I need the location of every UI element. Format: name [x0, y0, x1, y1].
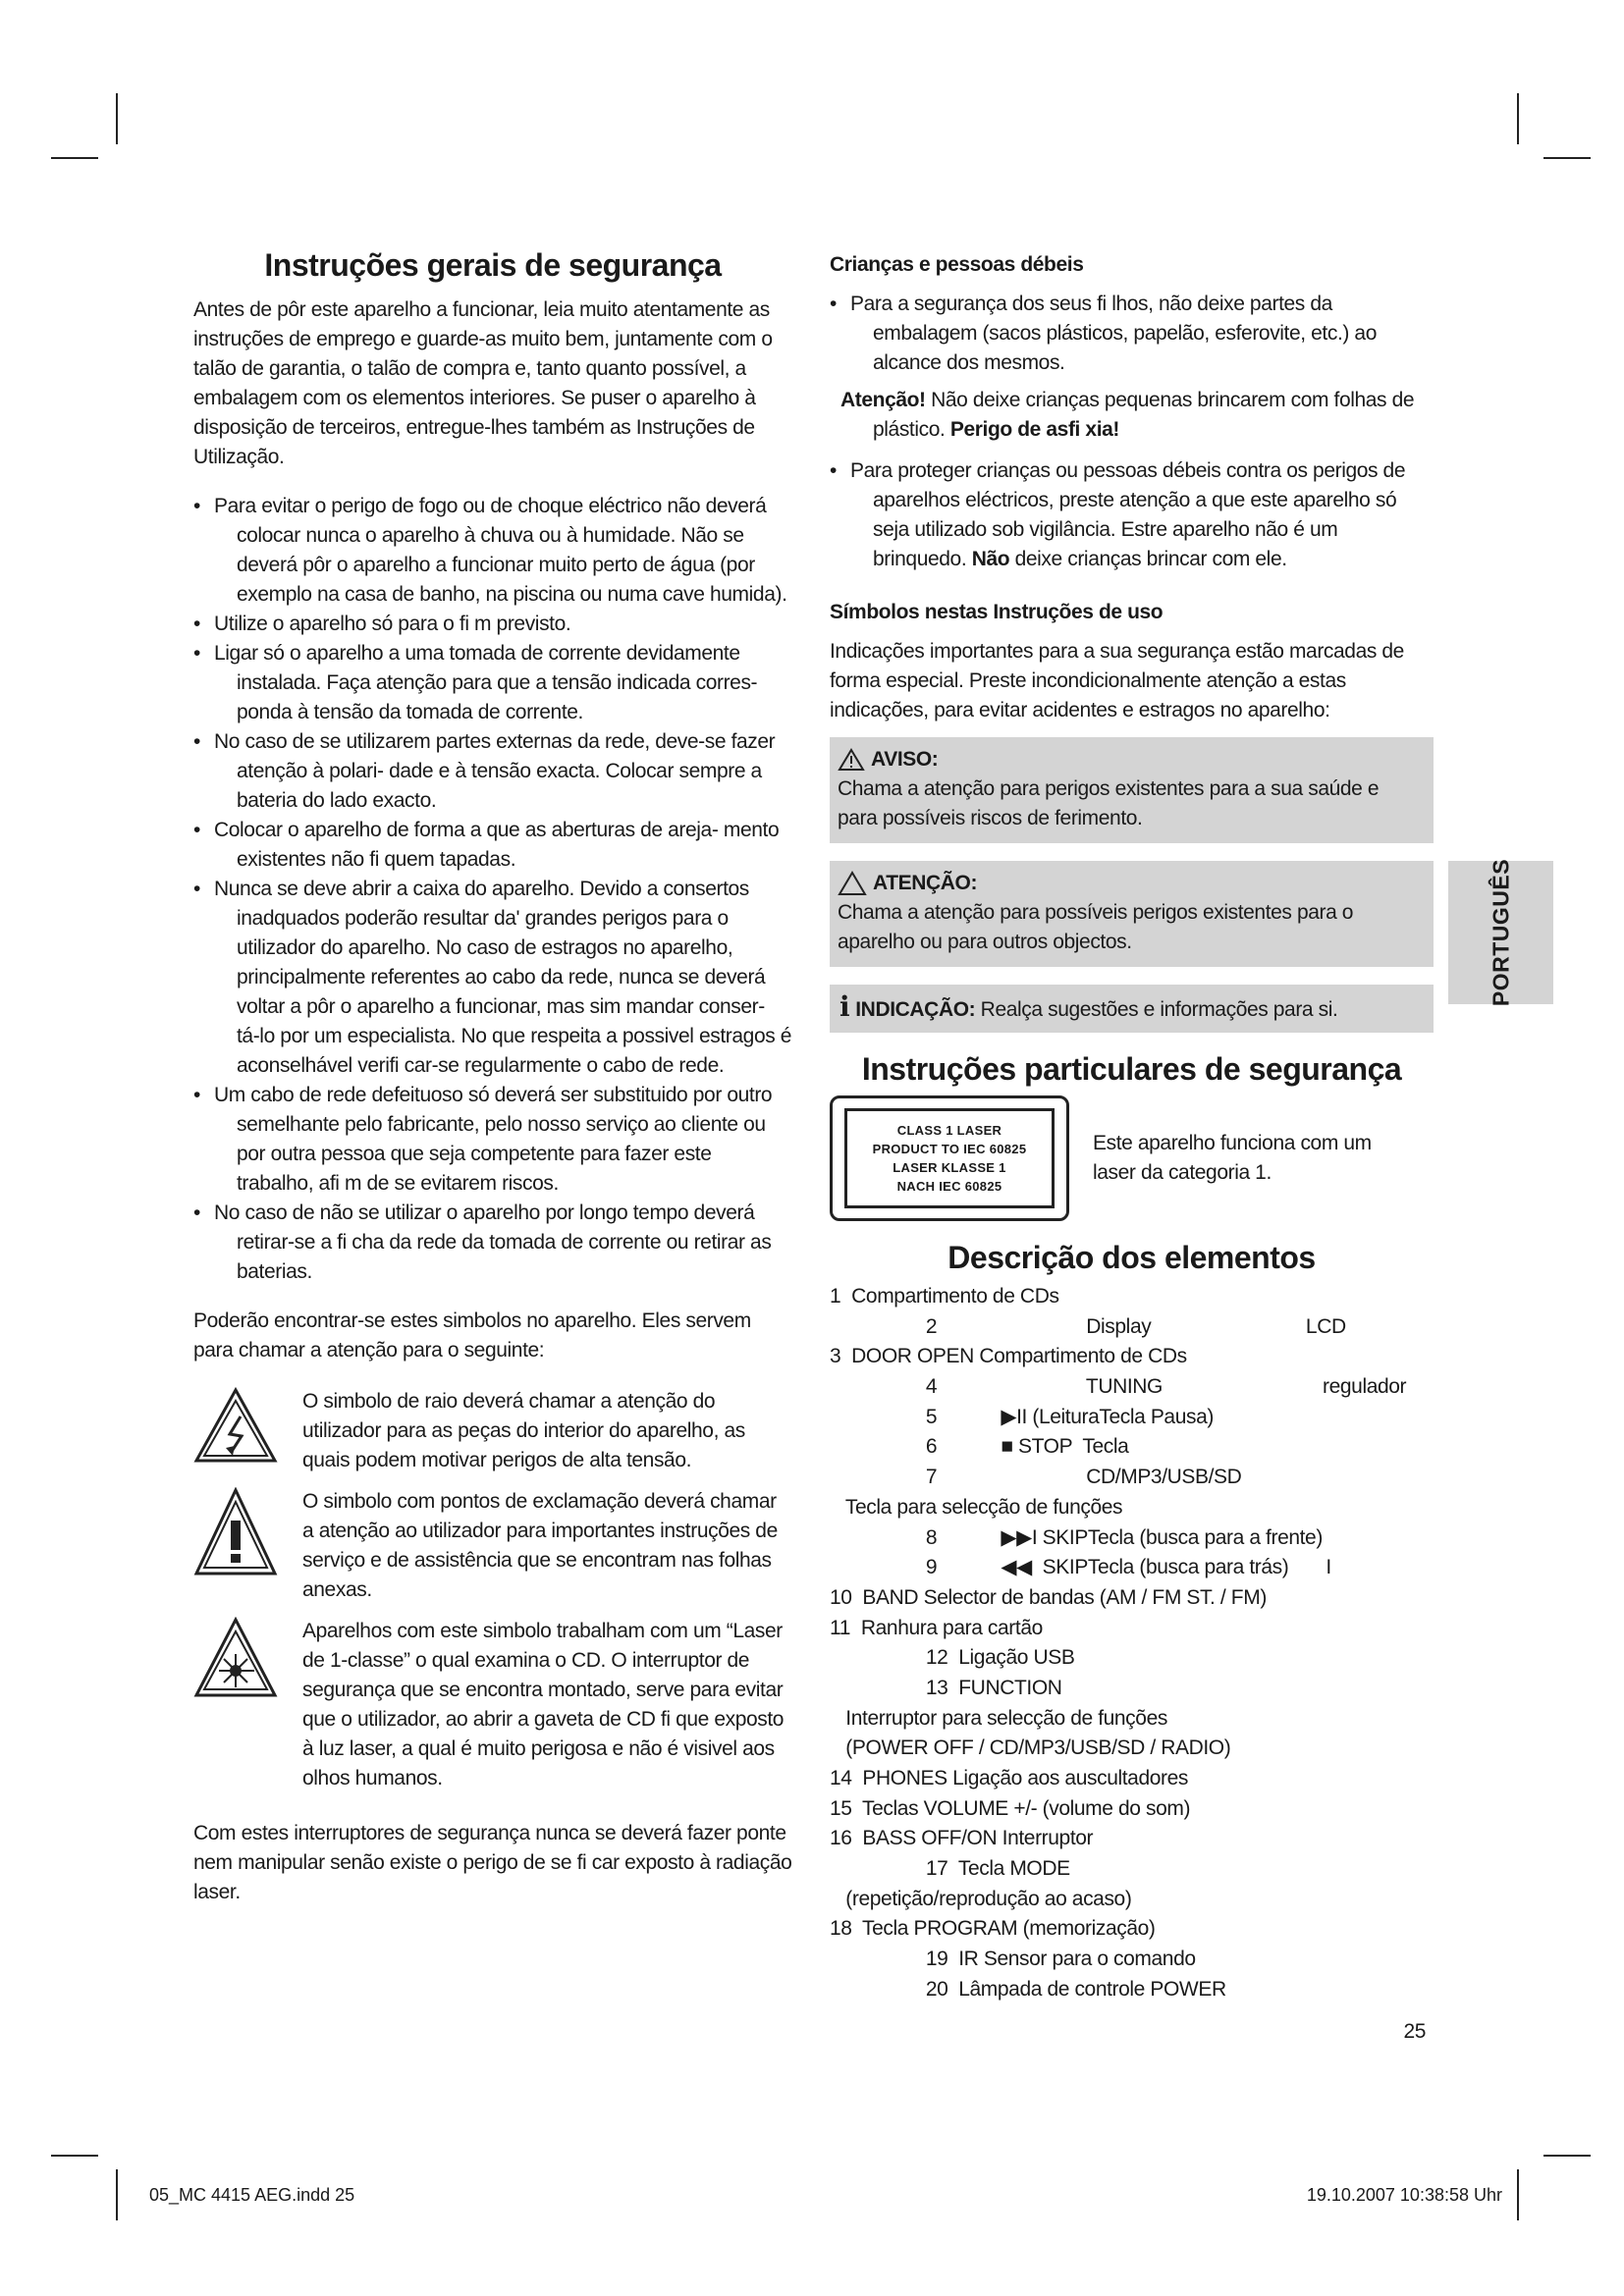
aviso-box [830, 737, 1434, 843]
crop-mark [116, 93, 118, 144]
attention-text: Não deixe crianças pequenas brincarem com folhas de plástico. [873, 389, 1415, 441]
list-item: 5 ▶II (LeituraTecla Pausa) [830, 1405, 1214, 1428]
laser-class-row [830, 1095, 1434, 1221]
symbols-section-title: Símbolos nestas Instruções de uso [830, 601, 1164, 623]
list-item: 19 IR Sensor para o comando [830, 1948, 1196, 1971]
exclamation-symbol-row [193, 1487, 792, 1605]
list-item: 14 PHONES Ligação aos auscultadores [830, 1767, 1188, 1789]
lightning-warning-icon [193, 1387, 301, 1472]
list-item: • Utilize o aparelho só para o fi m previsto. [193, 610, 792, 639]
laser-class-label [830, 1095, 1069, 1221]
language-tab [1448, 858, 1553, 1007]
particular-safety-title: Instruções particulares de segurança [861, 1051, 1402, 1087]
laser-line: LASER KLASSE 1 [893, 1160, 1006, 1175]
laser-symbol-text: Aparelhos com este simbolo trabalham com um “Laser de 1-classe” o qual examina o CD. O interruptor de segurança que se encontra montado, serve para evitar que o utilizador, ao abrir a gaveta de CD fi que exposto à luz laser, a qual é muito perigosa e não é visivel aos olhos humanos. [302, 1620, 785, 1789]
elements-list [830, 1282, 1434, 2005]
list-item: • Um cabo de rede defeituoso só deverá ser substituido por outro semelhante pelo fabricante, pelo nosso serviço ao cliente ou por outra pessoa que seja competente para fazer este trabalho, afi m de se evitarem riscos. [193, 1081, 792, 1199]
list-item: 3 DOOR OPEN Compartimento de CDs [830, 1345, 1187, 1368]
footer-timestamp: 19.10.2007 10:38:58 Uhr [1306, 2185, 1502, 2205]
crop-mark [1517, 93, 1519, 144]
list-item: 12 Ligação USB [830, 1646, 1075, 1670]
aviso-title: AVISO: [871, 748, 939, 771]
right-column [830, 250, 1434, 2047]
list-item: 6 ■ STOP Tecla [830, 1435, 1129, 1459]
list-bold: Não [971, 548, 1010, 570]
list-item: (POWER OFF / CD/MP3/USB/SD / RADIO) [830, 1736, 1231, 1760]
list-item [830, 456, 1434, 574]
exclamation-warning-icon [193, 1487, 301, 1586]
symbols-paragraph: Indicações importantes para a sua segurança estão marcadas de forma especial. Preste incondicionalmente atenção a estas indicações, para evitar acidentes e estragos no aparelho: [830, 640, 1404, 721]
laser-label-inner [844, 1108, 1055, 1208]
list-item: 9 ◀◀ SKIPTecla (busca para trás) I [830, 1556, 1331, 1579]
list-item: 8 ▶▶I SKIPTecla (busca para a frente) [830, 1525, 1323, 1549]
list-item: • Colocar o aparelho de forma a que as aberturas de areja- mento existentes não fi quem tapadas. [193, 816, 792, 875]
list-item: • Para evitar o perigo de fogo ou de choque eléctrico não deverá colocar nunca o aparelho à chuva ou à humidade. Não se deverá pôr o aparelho a funcionar muito perto de água (por exemplo na casa de banho, na piscina ou numa cave humida). [193, 492, 792, 610]
list-item: • Para a segurança dos seus fi lhos, não deixe partes da embalagem (sacos plásticos, papelão, esferovite, etc.) ao alcance dos mesmos. [830, 290, 1434, 378]
footer-file-info: 05_MC 4415 AEG.indd 25 [149, 2185, 355, 2205]
page-number: 25 [1403, 2019, 1426, 2043]
crop-mark [116, 2169, 118, 2220]
atencao-warning-icon [838, 871, 867, 896]
closing-paragraph: Com estes interruptores de segurança nunca se deverá fazer ponte nem manipular senão existe o perigo de se fi car exposto à radiação laser. [193, 1822, 792, 1903]
list-item: Interruptor para selecção de funções [830, 1706, 1167, 1730]
laser-line: CLASS 1 LASER [896, 1123, 1002, 1138]
list-item: 18 Tecla PROGRAM (memorização) [830, 1917, 1156, 1941]
list-item: • Nunca se deve abrir a caixa do aparelho. Devido a consertos inadquados poderão resultar da' grandes perigos para o utilizador do aparelho. No caso de estragos no aparelho, principalmente referentes ao cabo da rede, nunca se deverá voltar a pôr o aparelho a funcionar, mas sim mandar conser- tá-lo por um especialista. No que respeita a possivel estragos é aconselhável verifi car-se regularmente o cabo de rede. [193, 875, 792, 1081]
list-item: 16 BASS OFF/ON Interruptor [830, 1827, 1094, 1850]
list-item: Tecla para selecção de funções [830, 1495, 1123, 1519]
list-item: 20 Lâmpada de controle POWER [830, 1977, 1226, 2001]
list-item: • No caso de não se utilizar o aparelho por longo tempo deverá retirar-se a fi cha da rede da tomada de corrente ou retirar as baterias. [193, 1199, 792, 1287]
crop-mark [1517, 2169, 1519, 2220]
laser-line: PRODUCT TO IEC 60825 [872, 1142, 1027, 1156]
list-item: 2 Display LCD [830, 1314, 1346, 1338]
indicacao-title: INDICAÇÃO: [855, 998, 976, 1021]
children-section-title: Crianças e pessoas débeis [830, 253, 1084, 276]
laser-line: NACH IEC 60825 [896, 1179, 1002, 1194]
left-column [193, 247, 792, 1927]
info-icon: i [839, 990, 850, 1023]
crop-mark [51, 2155, 98, 2157]
aviso-text: Chama a atenção para perigos existentes para a sua saúde e para possíveis riscos de ferimento. [838, 777, 1380, 829]
list-item: (repetição/reprodução ao acaso) [830, 1887, 1132, 1910]
elements-title: Descrição dos elementos [947, 1240, 1316, 1275]
attention-note [830, 386, 1434, 445]
crop-mark [1543, 157, 1591, 159]
aviso-warning-icon [838, 748, 865, 772]
language-tab-label: PORTUGUÊS [1488, 858, 1513, 1007]
children-list [830, 290, 1434, 378]
lightning-symbol-row [193, 1387, 792, 1475]
intro-paragraph: Antes de pôr este aparelho a funcionar, leia muito atentamente as instruções de emprego e guarde-as muito bem, juntamente com o talão de garantia, o talão de compra e, tanto quanto possível, a embalagem com os elementos interiores. Se puser o aparelho à disposição de terceiros, entregue-lhes também as Instruções de Utilização. [193, 298, 773, 468]
laser-class-text: Este aparelho funciona com um laser da categoria 1. [1093, 1132, 1372, 1184]
list-item: 17 Tecla MODE [830, 1857, 1070, 1881]
list-item: 4 TUNING regulador [830, 1375, 1407, 1399]
laser-warning-icon [193, 1617, 301, 1710]
list-item: 13 FUNCTION [830, 1676, 1062, 1699]
list-item: 11 Ranhura para cartão [830, 1616, 1043, 1639]
indicacao-box [830, 985, 1434, 1033]
atencao-heading [838, 869, 1424, 898]
safety-bullet-list [193, 492, 792, 1287]
exclamation-symbol-text: O simbolo com pontos de exclamação deverá chamar a atenção ao utilizador para importantes instruções de serviço e de assistência que se encontram nas folhas anexas. [302, 1490, 778, 1601]
list-item: 15 Teclas VOLUME +/- (volume do som) [830, 1796, 1191, 1820]
list-item: • Ligar só o aparelho a uma tomada de corrente devidamente instalada. Faça atenção para que a tensão indicada corres- ponda à tensão da tomada de corrente. [193, 639, 792, 727]
crop-mark [1543, 2155, 1591, 2157]
list-text-end: deixe crianças brincar com ele. [1009, 548, 1287, 570]
list-item: 7 CD/MP3/USB/SD [830, 1466, 1242, 1489]
general-safety-title: Instruções gerais de segurança [264, 247, 722, 283]
crop-mark [51, 157, 98, 159]
atencao-title: ATENÇÃO: [873, 872, 978, 894]
indicacao-text: Realça sugestões e informações para si. [975, 998, 1338, 1021]
atencao-text: Chama a atenção para possíveis perigos existentes para o aparelho ou para outros objectos. [838, 901, 1354, 953]
list-item: 10 BAND Selector de bandas (AM / FM ST. / FM) [830, 1585, 1267, 1609]
atencao-box [830, 861, 1434, 967]
children-list-2 [830, 456, 1434, 574]
attention-bold: Perigo de asfi xia! [949, 418, 1120, 441]
attention-label: Atenção! [840, 389, 926, 411]
list-text: Para proteger crianças ou pessoas débeis contra os perigos de aparelhos eléctricos, preste atenção a que este aparelho só seja utilizado sob vigilância. Estre aparelho não é um brinquedo. [850, 459, 1406, 570]
lightning-symbol-text: O simbolo de raio deverá chamar a atenção do utilizador para as peças do interior do aparelho, as quais podem motivar perigos de alta tensão. [302, 1390, 745, 1471]
symbols-intro: Poderão encontrar-se estes simbolos no aparelho. Eles servem para chamar a atenção para o seguinte: [193, 1309, 751, 1362]
list-item: 1 Compartimento de CDs [830, 1285, 1059, 1308]
laser-symbol-row [193, 1617, 792, 1793]
list-item: • No caso de se utilizarem partes externas da rede, deve-se fazer atenção à polari- dade e à tensão exacta. Colocar sempre a bateria do lado exacto. [193, 727, 792, 816]
aviso-heading [838, 745, 1424, 774]
